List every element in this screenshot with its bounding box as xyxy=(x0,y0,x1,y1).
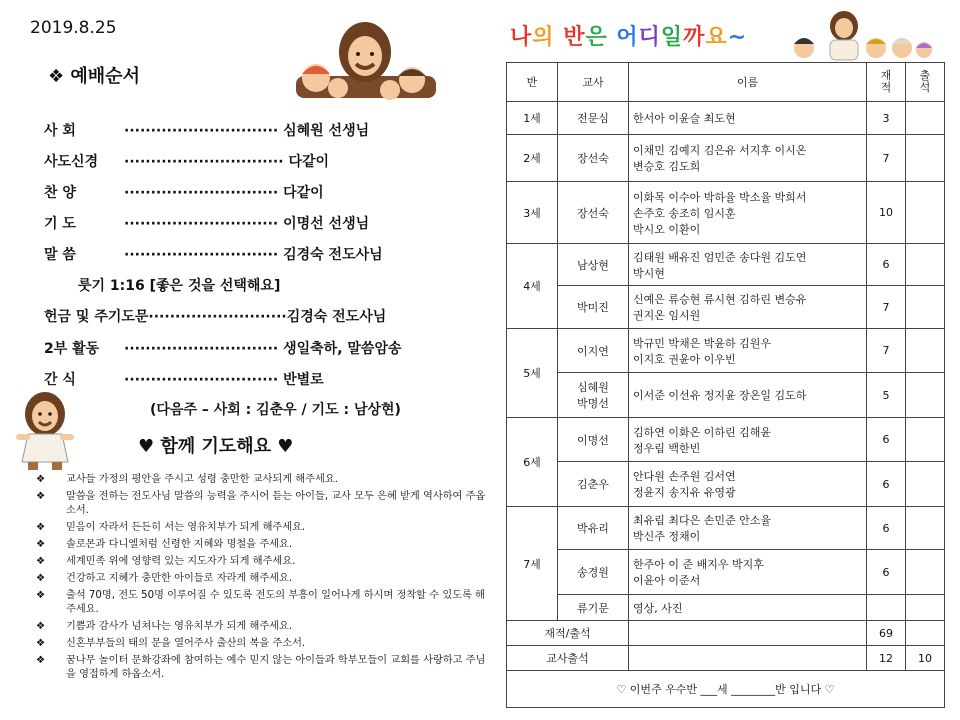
table-row xyxy=(507,462,945,507)
prayer-text: 출석 70명, 전도 50명 이루어질 수 있도록 전도의 부흥이 일어나게 하시며 정착할 수 있도록 해주세요. xyxy=(66,590,485,615)
teacher-attendance-blank xyxy=(629,646,867,671)
enrolled-cell: 6 xyxy=(867,244,906,286)
table-row xyxy=(507,102,945,135)
enrolled-cell: 7 xyxy=(867,286,906,329)
total-attendance xyxy=(906,621,945,646)
table-row xyxy=(507,507,945,550)
names-cell: 이채민 김예지 김은유 서지후 이시온 변승호 김도희 xyxy=(629,135,867,182)
best-class-row xyxy=(507,671,945,708)
order-row-part2 xyxy=(44,338,402,358)
order-row-prayer xyxy=(44,213,369,233)
teacher-cell: 장선숙 xyxy=(558,182,629,244)
names-cell: 영상, 사진 xyxy=(629,595,867,621)
enrolled-cell: 10 xyxy=(867,182,906,244)
class-cell: 5세 xyxy=(507,329,558,418)
table-row xyxy=(507,135,945,182)
enrolled-cell: 6 xyxy=(867,462,906,507)
order-dots: ····························· xyxy=(124,185,279,201)
attendance-cell xyxy=(906,182,945,244)
order-row-snack xyxy=(44,369,324,389)
class-cell: 3세 xyxy=(507,182,558,244)
attendance-cell xyxy=(906,102,945,135)
title-char: ~ xyxy=(727,25,748,50)
order-label: 헌금 및 주기도문 xyxy=(44,309,149,325)
total-enrolled: 69 xyxy=(867,621,906,646)
attendance-cell xyxy=(906,373,945,418)
prayer-text: 세계민족 위에 영향력 있는 지도자가 되게 해주세요. xyxy=(66,556,296,567)
names-cell: 한주아 이 준 배지우 박지후 이윤아 이준서 xyxy=(629,550,867,595)
diamond-bullet-icon: ❖ xyxy=(36,655,46,666)
names-cell: 김하연 이화온 이하린 김해윤 정우림 백한빈 xyxy=(629,418,867,462)
order-value: 이명선 선생님 xyxy=(283,216,370,232)
order-value: 다같이 xyxy=(283,185,324,201)
names-cell: 한서아 이윤슬 최도현 xyxy=(629,102,867,135)
jesus-children-illustration xyxy=(290,18,440,106)
header-names: 이름 xyxy=(629,63,867,102)
teacher-cell: 이지연 xyxy=(558,329,629,373)
teacher-cell: 김춘우 xyxy=(558,462,629,507)
prayer-item xyxy=(36,521,486,535)
order-dots: ····························· xyxy=(124,341,279,357)
order-row-sermon xyxy=(44,244,383,264)
table-row xyxy=(507,182,945,244)
header-class: 반 xyxy=(507,63,558,102)
bible-characters-illustration xyxy=(784,8,934,64)
teacher-cell: 박미진 xyxy=(558,286,629,329)
diamond-bullet-icon: ❖ xyxy=(36,522,46,533)
title-char: 의 xyxy=(532,25,564,50)
order-dots: ····························· xyxy=(124,372,279,388)
enrolled-cell: 6 xyxy=(867,550,906,595)
title-char: 까 xyxy=(683,25,706,50)
order-row-host xyxy=(44,120,369,140)
scripture-reference: 룻기 1:16 [좋은 것을 선택해요] xyxy=(78,278,281,294)
prayer-text: 건강하고 지혜가 충만한 아이들로 자라게 해주세요. xyxy=(66,573,293,584)
title-char: 요 xyxy=(705,25,728,50)
order-label: 사도신경 xyxy=(44,154,99,170)
table-row xyxy=(507,595,945,621)
prayer-item xyxy=(36,572,486,586)
names-cell: 박규민 박채은 박윤하 김원우 이지호 권윤아 이우빈 xyxy=(629,329,867,373)
prayer-item xyxy=(36,473,486,487)
prayer-item xyxy=(36,654,486,682)
attendance-cell xyxy=(906,507,945,550)
order-dots: ····························· xyxy=(124,247,279,263)
prayer-text: 말씀을 전하는 전도사님 말씀의 능력을 주시어 듣는 아이들, 교사 모두 은혜 받게 역사하여 주옵소서. xyxy=(66,491,486,516)
title-char: 디 xyxy=(638,25,661,50)
order-dots: ····························· xyxy=(124,216,279,232)
prayer-item xyxy=(36,555,486,569)
order-label: 기 도 xyxy=(44,216,76,232)
teacher-cell: 남상현 xyxy=(558,244,629,286)
teacher-attendance-row xyxy=(507,646,945,671)
prayer-item xyxy=(36,620,486,634)
teacher-total: 12 xyxy=(867,646,906,671)
order-row-creed xyxy=(44,151,329,171)
teacher-cell: 전문심 xyxy=(558,102,629,135)
teacher-attendance-label: 교사출석 xyxy=(507,646,629,671)
header-attendance: 출 석 xyxy=(906,63,945,102)
order-value: 반별로 xyxy=(283,372,324,388)
prayer-item xyxy=(36,538,486,552)
order-dots: ····························· xyxy=(124,123,279,139)
order-dots: ······························ xyxy=(124,154,284,170)
enrolled-cell: 7 xyxy=(867,329,906,373)
diamond-bullet-icon: ❖ xyxy=(36,590,46,601)
teacher-cell: 장선숙 xyxy=(558,135,629,182)
teacher-cell: 박유리 xyxy=(558,507,629,550)
order-value: 김경숙 전도사님 xyxy=(286,309,387,325)
order-value: 다같이 xyxy=(288,154,330,170)
prayer-item xyxy=(36,637,486,651)
class-roster-title xyxy=(510,20,747,51)
diamond-bullet-icon: ❖ xyxy=(36,474,46,485)
attendance-cell xyxy=(906,550,945,595)
table-row xyxy=(507,373,945,418)
teacher-cell: 류기문 xyxy=(558,595,629,621)
prayer-text: 꿈나무 놀이터 문화강좌에 참여하는 예수 믿지 않는 아이들과 학부모들이 교회를 사랑하고 주님을 영접하게 하옵소서. xyxy=(66,655,486,680)
order-label: 2부 활동 xyxy=(44,341,100,357)
teacher-attended: 10 xyxy=(906,646,945,671)
title-char: 일 xyxy=(660,25,684,50)
attendance-cell xyxy=(906,135,945,182)
prayer-text: 믿음이 자라서 든든히 서는 영유치부가 되게 해주세요. xyxy=(66,522,306,533)
enrolled-cell: 6 xyxy=(867,418,906,462)
class-cell: 1세 xyxy=(507,102,558,135)
class-cell: 7세 xyxy=(507,507,558,621)
diamond-bullet-icon: ❖ xyxy=(36,621,46,632)
order-value: 생일축하, 말씀암송 xyxy=(283,341,402,357)
attendance-cell xyxy=(906,462,945,507)
class-roster-table xyxy=(506,62,945,708)
order-dots: ·························· xyxy=(148,309,287,325)
title-char: 어 xyxy=(616,25,639,50)
next-week-note: (다음주 – 사회 : 김춘우 / 기도 : 남상현) xyxy=(150,402,401,418)
total-blank xyxy=(629,621,867,646)
order-row-offering xyxy=(44,306,386,326)
prayer-list xyxy=(36,473,486,685)
order-row-praise xyxy=(44,182,324,202)
prayer-title: ♥ 함께 기도해요 ♥ xyxy=(138,436,294,457)
table-row xyxy=(507,550,945,595)
table-header-row xyxy=(507,63,945,102)
running-jesus-illustration xyxy=(12,388,78,472)
order-value: 김경숙 전도사님 xyxy=(283,247,383,263)
order-label: 간 식 xyxy=(44,372,76,388)
diamond-bullet-icon: ❖ xyxy=(36,491,46,502)
attendance-cell xyxy=(906,286,945,329)
names-cell: 이서준 이선유 정지윤 장온일 김도하 xyxy=(629,373,867,418)
title-char: 은 xyxy=(585,25,617,50)
title-char: 반 xyxy=(563,25,586,50)
diamond-bullet-icon: ❖ xyxy=(36,556,46,567)
diamond-bullet-icon: ❖ xyxy=(36,638,46,649)
teacher-cell: 심혜원 박명선 xyxy=(558,373,629,418)
diamond-bullet-icon: ❖ xyxy=(36,573,46,584)
bulletin-date: 2019.8.25 xyxy=(30,18,117,38)
names-cell: 김태원 배유진 엄민준 송다원 김도연 박시현 xyxy=(629,244,867,286)
header-enrolled: 재 적 xyxy=(867,63,906,102)
service-order-title: ❖ 예배순서 xyxy=(48,66,140,87)
names-cell: 신예은 류승현 류시현 김하린 변승유 권지온 임시원 xyxy=(629,286,867,329)
header-teacher: 교사 xyxy=(558,63,629,102)
prayer-text: 솔로몬과 다니엘처럼 신령한 지혜와 명철을 주세요. xyxy=(66,539,293,550)
prayer-text: 교사들 가정의 평안을 주시고 성령 충만한 교사되게 해주세요. xyxy=(66,474,338,485)
prayer-text: 기쁨과 감사가 넘쳐나는 영유치부가 되게 해주세요. xyxy=(66,621,293,632)
table-row xyxy=(507,244,945,286)
attendance-cell xyxy=(906,418,945,462)
teacher-cell: 이명선 xyxy=(558,418,629,462)
order-label: 말 씀 xyxy=(44,247,76,263)
prayer-text: 신혼부부들의 태의 문을 열어주사 출산의 복을 주소서. xyxy=(66,638,306,649)
order-label: 찬 양 xyxy=(44,185,76,201)
names-cell: 최유림 최다은 손민준 안소율 박신주 정채이 xyxy=(629,507,867,550)
order-label: 사 회 xyxy=(44,123,76,139)
attendance-cell xyxy=(906,329,945,373)
names-cell: 이화목 이수아 박하율 박소율 박희서 손주호 송조히 임시훈 박시오 이환이 xyxy=(629,182,867,244)
title-char: 나 xyxy=(510,25,533,50)
attendance-cell xyxy=(906,244,945,286)
best-class-message: ♡ 이번주 우수반 ___세 ________반 입니다 ♡ xyxy=(507,671,945,708)
table-row xyxy=(507,329,945,373)
enrolled-cell: 5 xyxy=(867,373,906,418)
diamond-bullet-icon: ❖ xyxy=(36,539,46,550)
teacher-cell: 송경원 xyxy=(558,550,629,595)
order-value: 심혜원 선생님 xyxy=(283,123,370,139)
prayer-item xyxy=(36,490,486,518)
enrolled-cell: 3 xyxy=(867,102,906,135)
class-cell: 4세 xyxy=(507,244,558,329)
enrolled-cell: 7 xyxy=(867,135,906,182)
total-label: 재적/출석 xyxy=(507,621,629,646)
total-row xyxy=(507,621,945,646)
enrolled-cell xyxy=(867,595,906,621)
names-cell: 안다원 손주원 김서연 정윤지 송지유 유영광 xyxy=(629,462,867,507)
table-row xyxy=(507,418,945,462)
enrolled-cell: 6 xyxy=(867,507,906,550)
class-cell: 2세 xyxy=(507,135,558,182)
class-cell: 6세 xyxy=(507,418,558,507)
attendance-cell xyxy=(906,595,945,621)
table-row xyxy=(507,286,945,329)
prayer-item xyxy=(36,589,486,617)
